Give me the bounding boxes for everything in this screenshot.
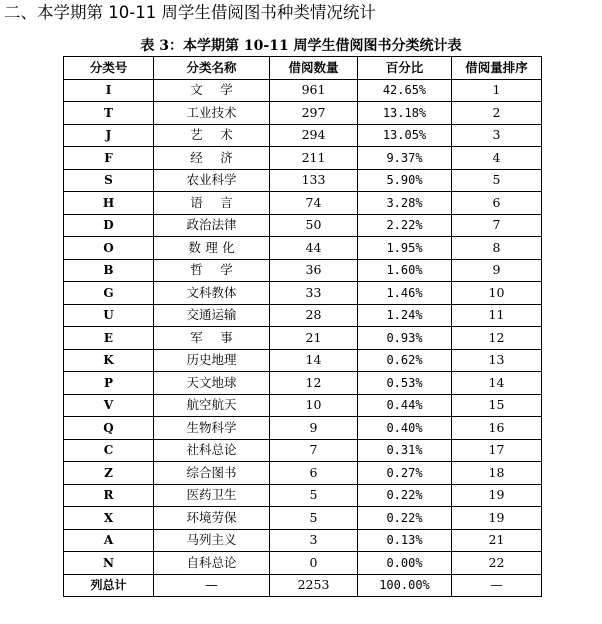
table-caption: 表 3：本学期第 10-11 周学生借阅图书分类统计表 xyxy=(140,38,462,54)
table-row xyxy=(64,282,542,305)
total-label: 列总计 xyxy=(64,574,154,597)
category-code: B xyxy=(64,259,154,282)
category-name-text: 环境劳保 xyxy=(186,509,237,525)
category-name xyxy=(154,439,270,462)
borrow-percent: 0.27% xyxy=(358,462,452,485)
borrow-percent: 3.28% xyxy=(358,192,452,215)
borrow-rank: 12 xyxy=(452,327,542,350)
category-code: C xyxy=(64,439,154,462)
category-name-text: 语言 xyxy=(190,194,251,210)
category-code: D xyxy=(64,214,154,237)
category-name-text: 哲学 xyxy=(190,262,251,278)
borrow-rank: 16 xyxy=(452,417,542,440)
category-name xyxy=(154,304,270,327)
borrow-percent: 0.44% xyxy=(358,394,452,417)
category-name-text: 天文地球 xyxy=(186,374,237,390)
table-row xyxy=(64,259,542,282)
borrow-count: 10 xyxy=(270,394,358,417)
header-count: 借阅数量 xyxy=(270,57,358,80)
total-rank: — xyxy=(452,574,542,597)
borrow-count: 74 xyxy=(270,192,358,215)
table-row xyxy=(64,507,542,530)
borrow-rank: 10 xyxy=(452,282,542,305)
borrow-rank: 14 xyxy=(452,372,542,395)
category-name xyxy=(154,552,270,575)
category-code: I xyxy=(64,79,154,102)
borrow-count: 0 xyxy=(270,552,358,575)
borrow-rank: 18 xyxy=(452,462,542,485)
table-row xyxy=(64,147,542,170)
category-code: K xyxy=(64,349,154,372)
header-rank: 借阅量排序 xyxy=(452,57,542,80)
category-name-text: 文科教体 xyxy=(186,284,237,300)
borrow-count: 7 xyxy=(270,439,358,462)
table-row xyxy=(64,237,542,260)
borrow-percent: 0.53% xyxy=(358,372,452,395)
borrow-rank: 17 xyxy=(452,439,542,462)
borrow-percent: 0.13% xyxy=(358,529,452,552)
borrow-percent: 0.22% xyxy=(358,484,452,507)
category-code: E xyxy=(64,327,154,350)
category-name xyxy=(154,282,270,305)
section-heading: 二、本学期第 10-11 周学生借阅图书种类情况统计 xyxy=(4,3,376,22)
table-row xyxy=(64,439,542,462)
category-name-text: 农业科学 xyxy=(186,172,237,188)
borrow-rank: 4 xyxy=(452,147,542,170)
borrow-count: 5 xyxy=(270,507,358,530)
category-name-text: 经济 xyxy=(190,149,251,165)
borrow-percent: 0.22% xyxy=(358,507,452,530)
category-name-text: 交通运输 xyxy=(186,307,237,323)
total-row xyxy=(64,574,542,597)
category-code: J xyxy=(64,124,154,147)
category-name xyxy=(154,417,270,440)
borrow-percent: 9.37% xyxy=(358,147,452,170)
category-name xyxy=(154,237,270,260)
table-row xyxy=(64,192,542,215)
category-name-text: 艺术 xyxy=(190,127,251,143)
category-name-text: 自科总论 xyxy=(186,554,237,570)
borrow-rank: 1 xyxy=(452,79,542,102)
table-row xyxy=(64,304,542,327)
borrow-percent: 0.31% xyxy=(358,439,452,462)
borrow-count: 36 xyxy=(270,259,358,282)
table-row xyxy=(64,552,542,575)
borrow-rank: 19 xyxy=(452,507,542,530)
category-name xyxy=(154,147,270,170)
header-name: 分类名称 xyxy=(154,57,270,80)
category-name xyxy=(154,79,270,102)
category-name xyxy=(154,124,270,147)
header-row xyxy=(64,57,542,80)
category-name xyxy=(154,394,270,417)
category-code: P xyxy=(64,372,154,395)
borrow-count: 33 xyxy=(270,282,358,305)
borrow-percent: 1.46% xyxy=(358,282,452,305)
table-row xyxy=(64,417,542,440)
borrow-percent: 1.60% xyxy=(358,259,452,282)
category-name xyxy=(154,214,270,237)
borrow-percent: 0.00% xyxy=(358,552,452,575)
category-code: S xyxy=(64,169,154,192)
category-name xyxy=(154,372,270,395)
category-code: O xyxy=(64,237,154,260)
borrow-percent: 0.93% xyxy=(358,327,452,350)
borrow-count: 14 xyxy=(270,349,358,372)
borrow-count: 211 xyxy=(270,147,358,170)
category-name xyxy=(154,529,270,552)
header-code: 分类号 xyxy=(64,57,154,80)
category-code: F xyxy=(64,147,154,170)
category-code: A xyxy=(64,529,154,552)
borrow-percent: 1.24% xyxy=(358,304,452,327)
borrow-rank: 9 xyxy=(452,259,542,282)
total-percent: 100.00% xyxy=(358,574,452,597)
category-name-text: 工业技术 xyxy=(186,104,237,120)
category-name xyxy=(154,259,270,282)
category-name-text: 社科总论 xyxy=(186,442,237,458)
table-row xyxy=(64,79,542,102)
table-row xyxy=(64,462,542,485)
category-code: T xyxy=(64,102,154,125)
category-code: N xyxy=(64,552,154,575)
category-code: U xyxy=(64,304,154,327)
category-name xyxy=(154,192,270,215)
borrow-percent: 13.18% xyxy=(358,102,452,125)
category-code: G xyxy=(64,282,154,305)
borrow-rank: 21 xyxy=(452,529,542,552)
borrow-rank: 19 xyxy=(452,484,542,507)
category-name-text: 生物科学 xyxy=(186,419,237,435)
category-name xyxy=(154,102,270,125)
borrow-count: 28 xyxy=(270,304,358,327)
category-name xyxy=(154,349,270,372)
borrowing-stats-table xyxy=(63,56,542,597)
borrow-percent: 5.90% xyxy=(358,169,452,192)
category-name-text: 历史地理 xyxy=(186,352,237,368)
borrow-rank: 7 xyxy=(452,214,542,237)
category-code: H xyxy=(64,192,154,215)
category-name-text: 马列主义 xyxy=(186,532,237,548)
table-row xyxy=(64,327,542,350)
borrow-count: 12 xyxy=(270,372,358,395)
total-count: 2253 xyxy=(270,574,358,597)
category-name xyxy=(154,169,270,192)
borrow-count: 21 xyxy=(270,327,358,350)
borrow-count: 133 xyxy=(270,169,358,192)
category-name xyxy=(154,507,270,530)
borrow-count: 6 xyxy=(270,462,358,485)
borrow-percent: 0.40% xyxy=(358,417,452,440)
borrow-percent: 13.05% xyxy=(358,124,452,147)
header-percent: 百分比 xyxy=(358,57,452,80)
table-row xyxy=(64,372,542,395)
borrow-percent: 42.65% xyxy=(358,79,452,102)
borrow-rank: 5 xyxy=(452,169,542,192)
borrow-rank: 15 xyxy=(452,394,542,417)
total-name: — xyxy=(154,574,270,597)
category-name-text: 航空航天 xyxy=(186,397,237,413)
category-code: R xyxy=(64,484,154,507)
table-row xyxy=(64,529,542,552)
category-code: Q xyxy=(64,417,154,440)
category-name-text: 综合图书 xyxy=(186,464,237,480)
category-name-text: 政治法律 xyxy=(186,217,237,233)
borrow-rank: 22 xyxy=(452,552,542,575)
category-code: V xyxy=(64,394,154,417)
table-row xyxy=(64,124,542,147)
borrow-count: 3 xyxy=(270,529,358,552)
borrow-count: 44 xyxy=(270,237,358,260)
category-name-text: 军事 xyxy=(190,329,251,345)
borrow-rank: 8 xyxy=(452,237,542,260)
category-code: Z xyxy=(64,462,154,485)
borrow-count: 297 xyxy=(270,102,358,125)
borrow-count: 294 xyxy=(270,124,358,147)
borrow-rank: 11 xyxy=(452,304,542,327)
borrow-count: 961 xyxy=(270,79,358,102)
category-name-text: 医药卫生 xyxy=(186,487,237,503)
category-code: X xyxy=(64,507,154,530)
table-row xyxy=(64,169,542,192)
category-name xyxy=(154,327,270,350)
table-row xyxy=(64,484,542,507)
borrow-count: 5 xyxy=(270,484,358,507)
borrow-percent: 0.62% xyxy=(358,349,452,372)
category-name-text: 文学 xyxy=(190,82,251,98)
table-row xyxy=(64,349,542,372)
borrow-rank: 3 xyxy=(452,124,542,147)
borrow-count: 9 xyxy=(270,417,358,440)
borrow-count: 50 xyxy=(270,214,358,237)
table-row xyxy=(64,214,542,237)
category-name-text: 数理化 xyxy=(188,239,239,255)
table-row xyxy=(64,394,542,417)
category-name xyxy=(154,484,270,507)
borrow-percent: 2.22% xyxy=(358,214,452,237)
table-row xyxy=(64,102,542,125)
category-name xyxy=(154,462,270,485)
borrow-rank: 13 xyxy=(452,349,542,372)
borrow-rank: 6 xyxy=(452,192,542,215)
borrow-percent: 1.95% xyxy=(358,237,452,260)
borrow-rank: 2 xyxy=(452,102,542,125)
